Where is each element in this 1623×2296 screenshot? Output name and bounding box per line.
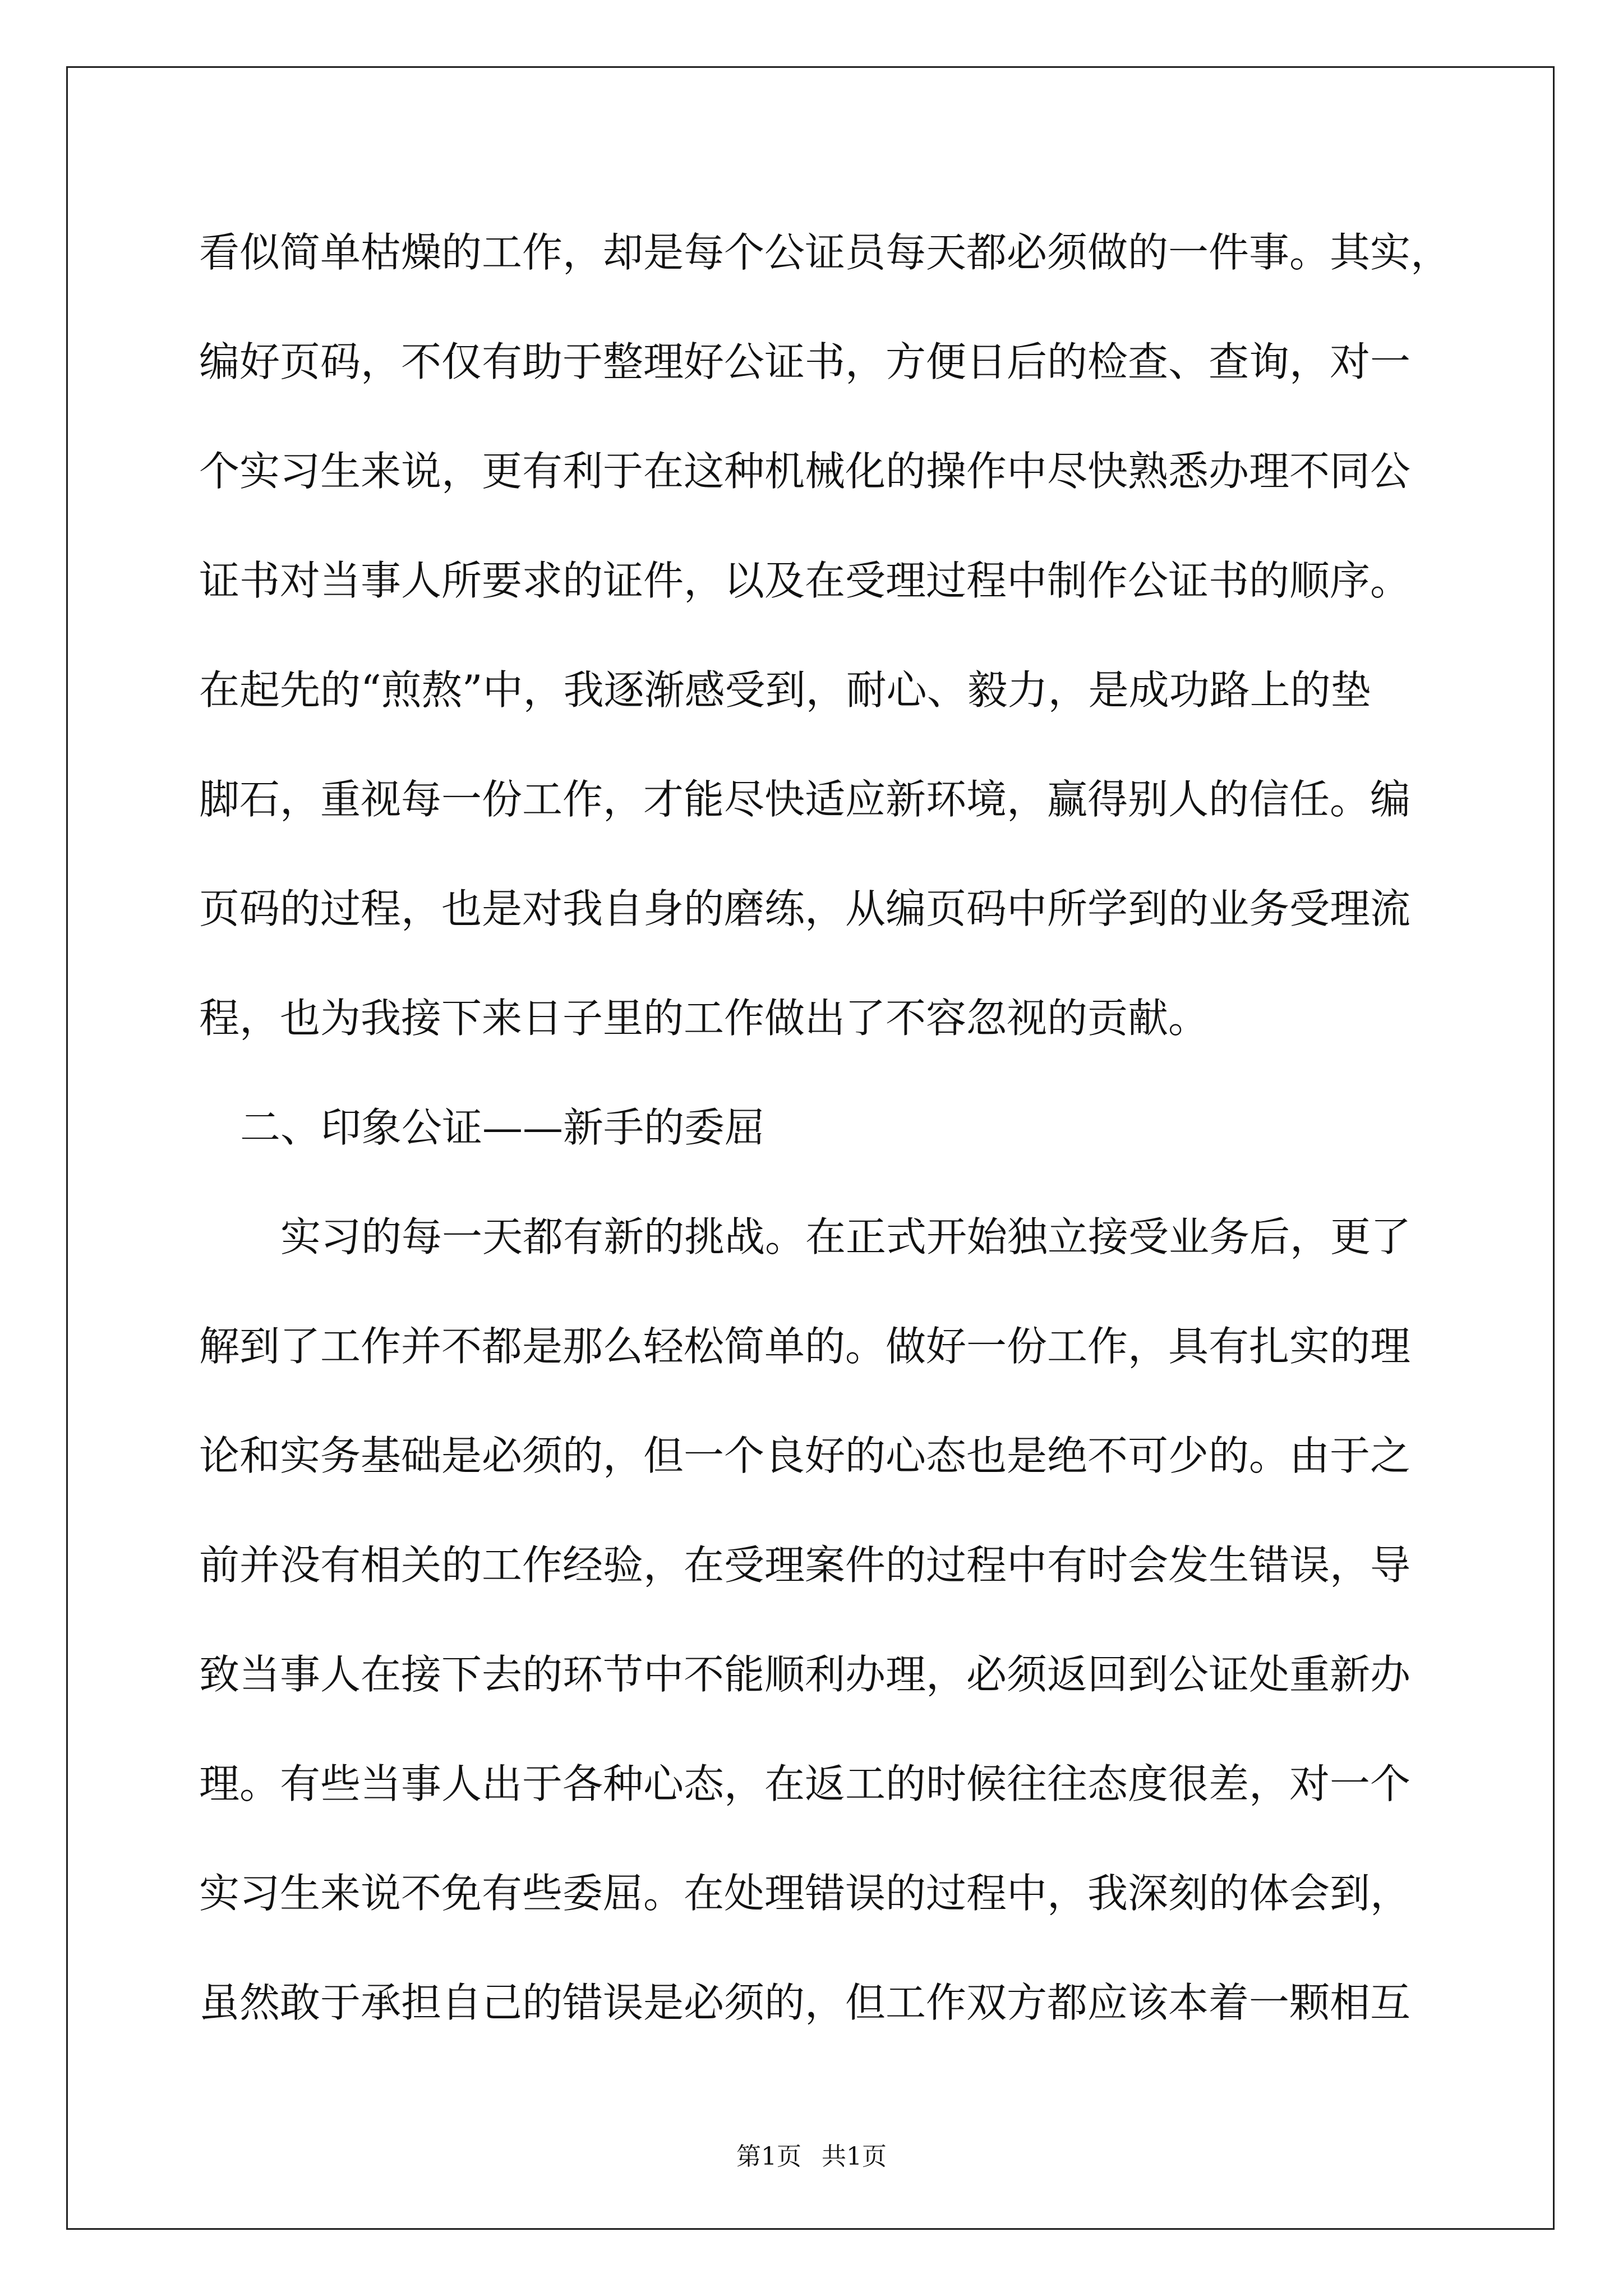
paragraph-line: 编好页码，不仅有助于整理好公证书，方便日后的检查、查询，对一 (199, 338, 1411, 385)
paragraph-line: 脚石，重视每一份工作，才能尽快适应新环境，赢得别人的信任。编 (199, 776, 1411, 823)
page-total: 共1页 (822, 2142, 887, 2171)
paragraph-line: 实习生来说不免有些委屈。在处理错误的过程中，我深刻的体会到， (199, 1870, 1411, 1917)
page-footer (0, 2140, 1623, 2174)
paragraph-line: 看似简单枯燥的工作，却是每个公证员每天都必须做的一件事。其实， (199, 229, 1451, 276)
page-number: 第1页 (736, 2142, 801, 2171)
paragraph-line: 证书对当事人所要求的证件，以及在受理过程中制作公证书的顺序。 (199, 557, 1411, 604)
paragraph-line: 实习的每一天都有新的挑战。在正式开始独立接受业务后，更了 (280, 1213, 1412, 1260)
paragraph-line: 解到了工作并不都是那么轻松简单的。做好一份工作，具有扎实的理 (199, 1323, 1411, 1370)
paragraph-line: 理。有些当事人出于各种心态，在返工的时候往往态度很差，对一个 (199, 1760, 1411, 1807)
paragraph-line: 在起先的“煎熬”中，我逐渐感受到，耐心、毅力，是成功路上的垫 (199, 666, 1371, 714)
paragraph-line: 程，也为我接下来日子里的工作做出了不容忽视的贡献。 (199, 995, 1209, 1042)
paragraph-line: 论和实务基础是必须的，但一个良好的心态也是绝不可少的。由于之 (199, 1432, 1411, 1479)
paragraph-line: 个实习生来说，更有利于在这种机械化的操作中尽快熟悉办理不同公 (199, 448, 1411, 495)
paragraph-line: 致当事人在接下去的环节中不能顺利办理，必须返回到公证处重新办 (199, 1651, 1411, 1698)
paragraph-line: 前并没有相关的工作经验，在受理案件的过程中有时会发生错误，导 (199, 1542, 1411, 1589)
paragraph-line: 虽然敢于承担自己的错误是必须的，但工作双方都应该本着一颗相互 (199, 1979, 1411, 2026)
paragraph-line: 页码的过程，也是对我自身的磨练，从编页码中所学到的业务受理流 (199, 885, 1411, 932)
section-heading: 二、印象公证——新手的委屈 (240, 1104, 766, 1151)
